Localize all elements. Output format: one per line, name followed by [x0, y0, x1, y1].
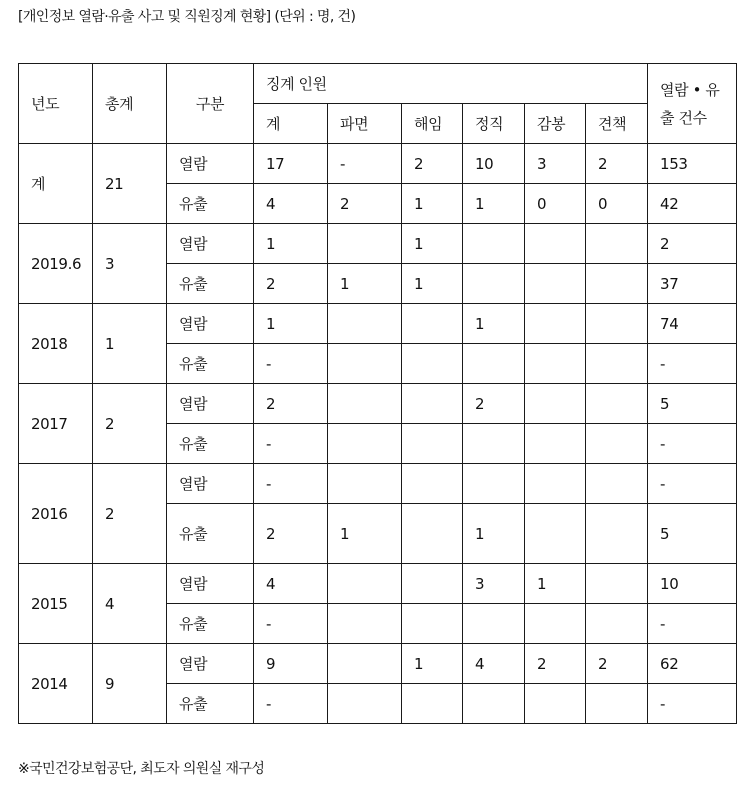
value-cell: -: [254, 604, 328, 644]
value-cell: 2: [586, 644, 648, 684]
value-cell: -: [254, 684, 328, 724]
value-cell: -: [328, 144, 402, 184]
value-cell: [525, 504, 586, 564]
value-cell: 37: [648, 264, 737, 304]
value-cell: 2: [586, 144, 648, 184]
table-row: [19, 644, 737, 684]
value-cell: [525, 384, 586, 424]
value-cell: 1: [328, 264, 402, 304]
value-cell: 0: [586, 184, 648, 224]
table-row: [19, 564, 737, 604]
header-discipline-group: 징계 인원: [254, 64, 648, 104]
category-cell: 열람: [167, 564, 254, 604]
table-row: [19, 384, 737, 424]
value-cell: -: [648, 604, 737, 644]
value-cell: [586, 304, 648, 344]
year-cell: 2014: [19, 644, 93, 724]
header-total: 총계: [93, 64, 167, 144]
year-cell: 2018: [19, 304, 93, 384]
table-header: [19, 64, 737, 144]
value-cell: [402, 464, 463, 504]
value-cell: [463, 424, 525, 464]
value-cell: [463, 684, 525, 724]
category-cell: 유출: [167, 264, 254, 304]
value-cell: [328, 224, 402, 264]
value-cell: [402, 684, 463, 724]
table-body: [19, 144, 737, 724]
value-cell: [328, 304, 402, 344]
value-cell: -: [648, 344, 737, 384]
value-cell: 1: [328, 504, 402, 564]
value-cell: [586, 684, 648, 724]
value-cell: 2: [648, 224, 737, 264]
category-cell: 유출: [167, 424, 254, 464]
value-cell: [328, 644, 402, 684]
value-cell: 2: [254, 264, 328, 304]
header-year: 년도: [19, 64, 93, 144]
value-cell: [463, 264, 525, 304]
value-cell: -: [648, 424, 737, 464]
value-cell: [328, 684, 402, 724]
value-cell: [402, 604, 463, 644]
total-cell: 2: [93, 464, 167, 564]
year-cell: 2016: [19, 464, 93, 564]
value-cell: 2: [328, 184, 402, 224]
value-cell: 9: [254, 644, 328, 684]
year-cell: 2019.6: [19, 224, 93, 304]
value-cell: [328, 384, 402, 424]
value-cell: [525, 604, 586, 644]
total-cell: 4: [93, 564, 167, 644]
value-cell: -: [648, 464, 737, 504]
category-cell: 열람: [167, 384, 254, 424]
value-cell: [463, 224, 525, 264]
value-cell: [463, 344, 525, 384]
value-cell: 4: [254, 564, 328, 604]
value-cell: 17: [254, 144, 328, 184]
category-cell: 열람: [167, 144, 254, 184]
value-cell: -: [254, 424, 328, 464]
value-cell: [402, 384, 463, 424]
header-sub-pay-cut: 감봉: [525, 104, 586, 144]
value-cell: 1: [463, 304, 525, 344]
value-cell: 2: [254, 384, 328, 424]
source-note: ※국민건강보험공단, 최도자 의원실 재구성: [18, 761, 265, 777]
value-cell: 62: [648, 644, 737, 684]
value-cell: 3: [525, 144, 586, 184]
year-cell: 2017: [19, 384, 93, 464]
value-cell: [402, 424, 463, 464]
value-cell: 1: [463, 184, 525, 224]
category-cell: 유출: [167, 684, 254, 724]
value-cell: -: [254, 344, 328, 384]
total-cell: 1: [93, 304, 167, 384]
value-cell: 5: [648, 384, 737, 424]
value-cell: [525, 224, 586, 264]
value-cell: [586, 344, 648, 384]
year-cell: 계: [19, 144, 93, 224]
value-cell: 153: [648, 144, 737, 184]
value-cell: 74: [648, 304, 737, 344]
value-cell: 1: [402, 224, 463, 264]
category-cell: 유출: [167, 344, 254, 384]
value-cell: [463, 604, 525, 644]
value-cell: 2: [463, 384, 525, 424]
value-cell: [402, 564, 463, 604]
value-cell: [586, 224, 648, 264]
value-cell: [402, 504, 463, 564]
value-cell: 0: [525, 184, 586, 224]
value-cell: [328, 604, 402, 644]
category-cell: 열람: [167, 304, 254, 344]
value-cell: 4: [254, 184, 328, 224]
value-cell: 2: [254, 504, 328, 564]
value-cell: 10: [463, 144, 525, 184]
total-cell: 9: [93, 644, 167, 724]
table-row: [19, 464, 737, 504]
value-cell: [525, 344, 586, 384]
total-cell: 21: [93, 144, 167, 224]
value-cell: [525, 264, 586, 304]
value-cell: [586, 604, 648, 644]
value-cell: [525, 424, 586, 464]
category-cell: 유출: [167, 184, 254, 224]
value-cell: [586, 564, 648, 604]
header-sub-total: 계: [254, 104, 328, 144]
value-cell: [525, 684, 586, 724]
value-cell: 1: [402, 264, 463, 304]
value-cell: [402, 344, 463, 384]
value-cell: 1: [402, 184, 463, 224]
value-cell: -: [254, 464, 328, 504]
value-cell: 10: [648, 564, 737, 604]
header-category: 구분: [167, 64, 254, 144]
header-cases-line1: 열람 • 유: [660, 80, 720, 99]
value-cell: 3: [463, 564, 525, 604]
value-cell: [402, 304, 463, 344]
value-cell: [328, 464, 402, 504]
table-row: [19, 144, 737, 184]
value-cell: 4: [463, 644, 525, 684]
value-cell: 1: [402, 644, 463, 684]
value-cell: -: [648, 684, 737, 724]
year-cell: 2015: [19, 564, 93, 644]
table-title: [개인정보 열람·유출 사고 및 직원징계 현황] (단위 : 명, 건): [18, 9, 356, 25]
total-cell: 2: [93, 384, 167, 464]
value-cell: [525, 304, 586, 344]
value-cell: [586, 464, 648, 504]
header-cases: [648, 64, 737, 144]
value-cell: 1: [254, 224, 328, 264]
value-cell: [586, 504, 648, 564]
value-cell: [586, 264, 648, 304]
value-cell: 2: [525, 644, 586, 684]
category-cell: 유출: [167, 504, 254, 564]
header-sub-reprimand: 견책: [586, 104, 648, 144]
header-sub-suspension: 정직: [463, 104, 525, 144]
value-cell: [328, 564, 402, 604]
category-cell: 열람: [167, 464, 254, 504]
header-cases-line2: 출 건수: [660, 108, 707, 127]
value-cell: [586, 424, 648, 464]
value-cell: 1: [254, 304, 328, 344]
table-row: [19, 224, 737, 264]
value-cell: 42: [648, 184, 737, 224]
value-cell: [586, 384, 648, 424]
value-cell: [328, 424, 402, 464]
header-sub-discharge: 해임: [402, 104, 463, 144]
value-cell: 5: [648, 504, 737, 564]
category-cell: 유출: [167, 604, 254, 644]
table-row: [19, 304, 737, 344]
discipline-table: [18, 63, 737, 724]
value-cell: [463, 464, 525, 504]
header-sub-dismissal: 파면: [328, 104, 402, 144]
value-cell: [328, 344, 402, 384]
value-cell: 2: [402, 144, 463, 184]
value-cell: 1: [525, 564, 586, 604]
value-cell: 1: [463, 504, 525, 564]
category-cell: 열람: [167, 224, 254, 264]
category-cell: 열람: [167, 644, 254, 684]
total-cell: 3: [93, 224, 167, 304]
value-cell: [525, 464, 586, 504]
